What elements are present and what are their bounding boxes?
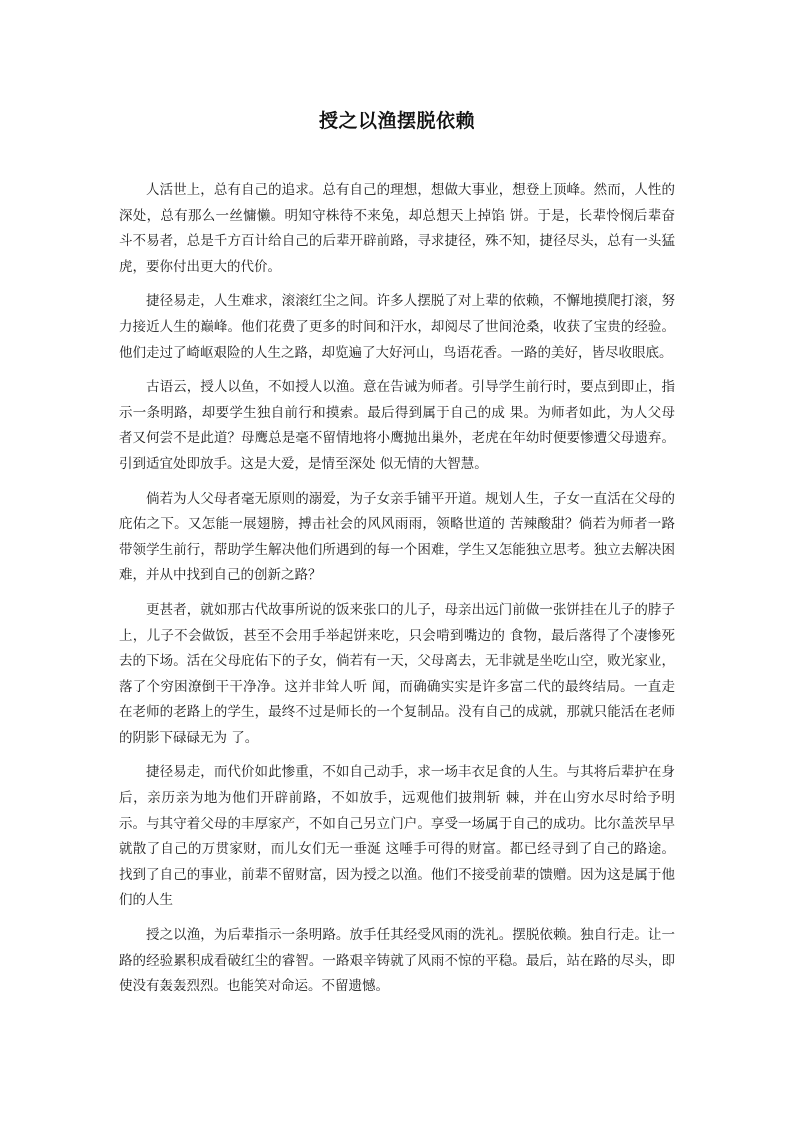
paragraph-4: 倘若为人父母者毫无原则的溺爱，为子女亲手铺平开道。规划人生，子女一直活在父母的庇佑之下。又怎能一展翅膀，搏击社会的风风雨雨，领略世道的 苦辣酸甜？倘若为师者一路带领学生前行，帮助学生解决他们所遇到的每一个困难，学生又怎能独立思考。独立去解决困难，并从中找到自己的创新之路？ xyxy=(119,490,675,584)
page-title: 授之以渔摆脱依赖 xyxy=(318,110,475,132)
paragraph-7: 授之以渔，为后辈指示一条明路。放手任其经受风雨的洗礼。摆脱依赖。独自行走。让一路的经验累积成看破红尘的睿智。一路艰辛铸就了风雨不惊的平稳。最后，站在路的尽头，即使没有轰轰烈烈。也能笑对命运。不留遗憾。 xyxy=(119,927,675,995)
paragraph-5: 更甚者，就如那古代故事所说的饭来张口的儿子，母亲出远门前做一张饼挂在儿子的脖子上，儿子不会做饭，甚至不会用手举起饼来吃，只会啃到嘴边的 食物，最后落得了个凄惨死去的下场。活在父母庇佑下的子女，倘若有一天，父母离去，无非就是坐吃山空，败光家业，落了个穷困潦倒干干净净。这并非耸人听 闻，而确确实实是许多富二代的最终结局。一直走在老师的老路上的学生，最终不过是师长的一个复制品。没有自己的成就，那就只能活在老师的阴影下碌碌无为 了。 xyxy=(119,601,675,746)
article-body xyxy=(119,178,675,1009)
paragraph-2: 捷径易走，人生难求，滚滚红尘之间。许多人摆脱了对上辈的依赖，不懈地摸爬打滚，努力接近人生的巅峰。他们花费了更多的时间和汗水，却阅尽了世间沧桑，收获了宝贵的经验。他们走过了崎岖艰险的人生之路，却览遍了大好河山，鸟语花香。一路的美好，皆尽收眼底。 xyxy=(119,293,675,361)
paragraph-3: 古语云，授人以鱼，不如授人以渔。意在告诫为师者。引导学生前行时，要点到即止，指示一条明路，却要学生独自前行和摸索。最后得到属于自己的成 果。为师者如此，为人父母者又何尝不是此道？母鹰总是毫不留情地将小鹰抛出巢外，老虎在年幼时便要惨遭父母遗弃。引到适宜处即放手。这是大爱，是情至深处 似无情的大智慧。 xyxy=(119,379,675,472)
paragraph-6: 捷径易走，而代价如此惨重，不如自己动手，求一场丰衣足食的人生。与其将后辈护在身后，亲历亲为地为他们开辟前路，不如放手，远观他们披荆斩 棘，并在山穷水尽时给予明示。与其守着父母的丰厚家产，不如自己另立门户。享受一场属于自己的成功。比尔盖茨早早就散了自己的万贯家财，而儿女们无一垂涎 这唾手可得的财富。都已经寻到了自己的路途。找到了自己的事业，前辈不留财富，因为授之以渔。他们不接受前辈的馈赠。因为这是属于他们的人生 xyxy=(119,764,675,909)
paragraph-1: 人活世上，总有自己的追求。总有自己的理想，想做大事业，想登上顶峰。然而，人性的深处，总有那么一丝慵懒。明知守株待不来兔，却总想天上掉馅 饼。于是，长辈怜悯后辈奋斗不易者，总是千方百计给自己的后辈开辟前路，寻求捷径，殊不知，捷径尽头，总有一头猛虎，要你付出更大的代价。 xyxy=(119,182,675,275)
